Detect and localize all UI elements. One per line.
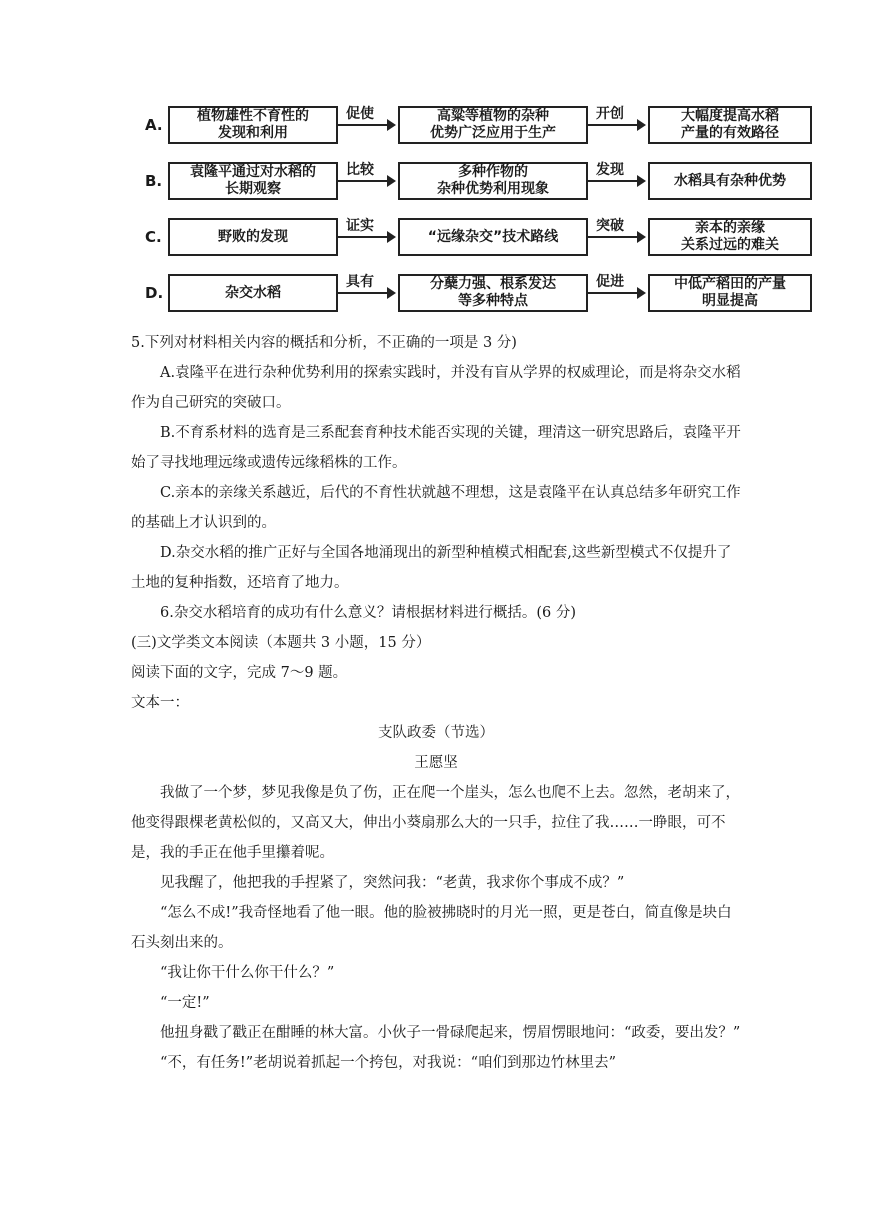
- diagram-row-a: [140, 104, 820, 148]
- row-label: D.: [145, 284, 164, 302]
- diagram-box: 杂交水稻: [168, 274, 338, 312]
- document-body: [131, 328, 741, 1078]
- paragraph: “一定!”: [160, 995, 210, 1011]
- arrow-label: 发现: [596, 162, 624, 178]
- question-6: 6.杂交水稻培育的成功有什么意义？请根据材料进行概括。(6 分): [160, 605, 576, 621]
- diagram-box: 中低产稻田的产量 明显提高: [648, 274, 812, 312]
- diagram-box: 亲本的亲缘 关系过远的难关: [648, 218, 812, 256]
- arrow: [588, 292, 644, 294]
- diagram-box: 多种作物的 杂种优势利用现象: [398, 162, 588, 200]
- row-label: A.: [145, 116, 163, 134]
- paragraph: 我做了一个梦，梦见我像是负了伤，正在爬一个崖头，怎么也爬不上去。忽然，老胡来了，他变得跟棵老黄松似的，又高又大，伸出小葵扇那么大的一只手，拉住了我……一睁眼，可不是，我的手正在他手里攥着呢。: [131, 785, 740, 861]
- text-label: 文本一：: [131, 695, 189, 711]
- arrow: [338, 236, 394, 238]
- arrow: [338, 124, 394, 126]
- option-a: A.袁隆平在进行杂种优势利用的探索实践时，并没有盲从学界的权威理论，而是将杂交水稻作为自己研究的突破口。: [131, 365, 741, 411]
- arrow-label: 促进: [596, 274, 624, 290]
- arrow-label: 比较: [346, 162, 374, 178]
- arrow-label: 具有: [346, 274, 374, 290]
- paragraph: “不，有任务!”老胡说着抓起一个挎包，对我说：“咱们到那边竹林里去”: [160, 1055, 616, 1071]
- arrow-label: 突破: [596, 218, 624, 234]
- diagram-box: 大幅度提高水稻 产量的有效路径: [648, 106, 812, 144]
- row-label: B.: [145, 172, 163, 190]
- arrow: [588, 124, 644, 126]
- flow-diagram: [140, 100, 820, 325]
- diagram-box: “远缘杂交”技术路线: [398, 218, 588, 256]
- paragraph: 他扭身戳了戳正在酣睡的林大富。小伙子一骨碌爬起来，愣眉愣眼地问：“政委，要出发？”: [160, 1025, 741, 1041]
- option-b: B.不育系材料的选育是三系配套育种技术能否实现的关键，理清这一研究思路后，袁隆平开始了寻找地理远缘或遗传远缘稻株的工作。: [131, 425, 741, 471]
- diagram-box: 高粱等植物的杂种 优势广泛应用于生产: [398, 106, 588, 144]
- instructions: 阅读下面的文字，完成 7～9 题。: [131, 665, 348, 681]
- row-label: C.: [145, 228, 162, 246]
- diagram-box: 野败的发现: [168, 218, 338, 256]
- arrow: [588, 236, 644, 238]
- option-c: C.亲本的亲缘关系越近，后代的不育性状就越不理想，这是袁隆平在认真总结多年研究工作的基础上才认识到的。: [131, 485, 741, 531]
- arrow: [338, 292, 394, 294]
- option-d: D.杂交水稻的推广正好与全国各地涌现出的新型种植模式相配套,这些新型模式不仅提升了土地的复种指数，还培育了地力。: [131, 545, 732, 591]
- paragraph: “怎么不成!”我奇怪地看了他一眼。他的脸被拂晓时的月光一照，更是苍白，简直像是块白石头刻出来的。: [131, 905, 732, 951]
- paragraph: 见我醒了，他把我的手捏紧了，突然问我：“老黄，我求你个事成不成？”: [160, 875, 625, 891]
- arrow-label: 证实: [346, 218, 374, 234]
- section-heading: (三)文学类文本阅读（本题共 3 小题，15 分）: [131, 635, 431, 651]
- diagram-box: 袁隆平通过对水稻的 长期观察: [168, 162, 338, 200]
- diagram-box: 植物雄性不育性的 发现和利用: [168, 106, 338, 144]
- paragraph: “我让你干什么你干什么？”: [160, 965, 335, 981]
- diagram-box: 水稻具有杂种优势: [648, 162, 812, 200]
- article-title: 支队政委（节选）: [378, 725, 494, 741]
- diagram-row-b: [140, 160, 820, 204]
- article-author: 王愿坚: [414, 755, 458, 771]
- diagram-row-c: [140, 216, 820, 260]
- arrow-label: 促使: [346, 106, 374, 122]
- arrow-label: 开创: [596, 106, 624, 122]
- question-5: 5.下列对材料相关内容的概括和分析，不正确的一项是 3 分): [131, 335, 517, 351]
- diagram-box: 分蘖力强、根系发达 等多种特点: [398, 274, 588, 312]
- arrow: [338, 180, 394, 182]
- arrow: [588, 180, 644, 182]
- diagram-row-d: [140, 272, 820, 316]
